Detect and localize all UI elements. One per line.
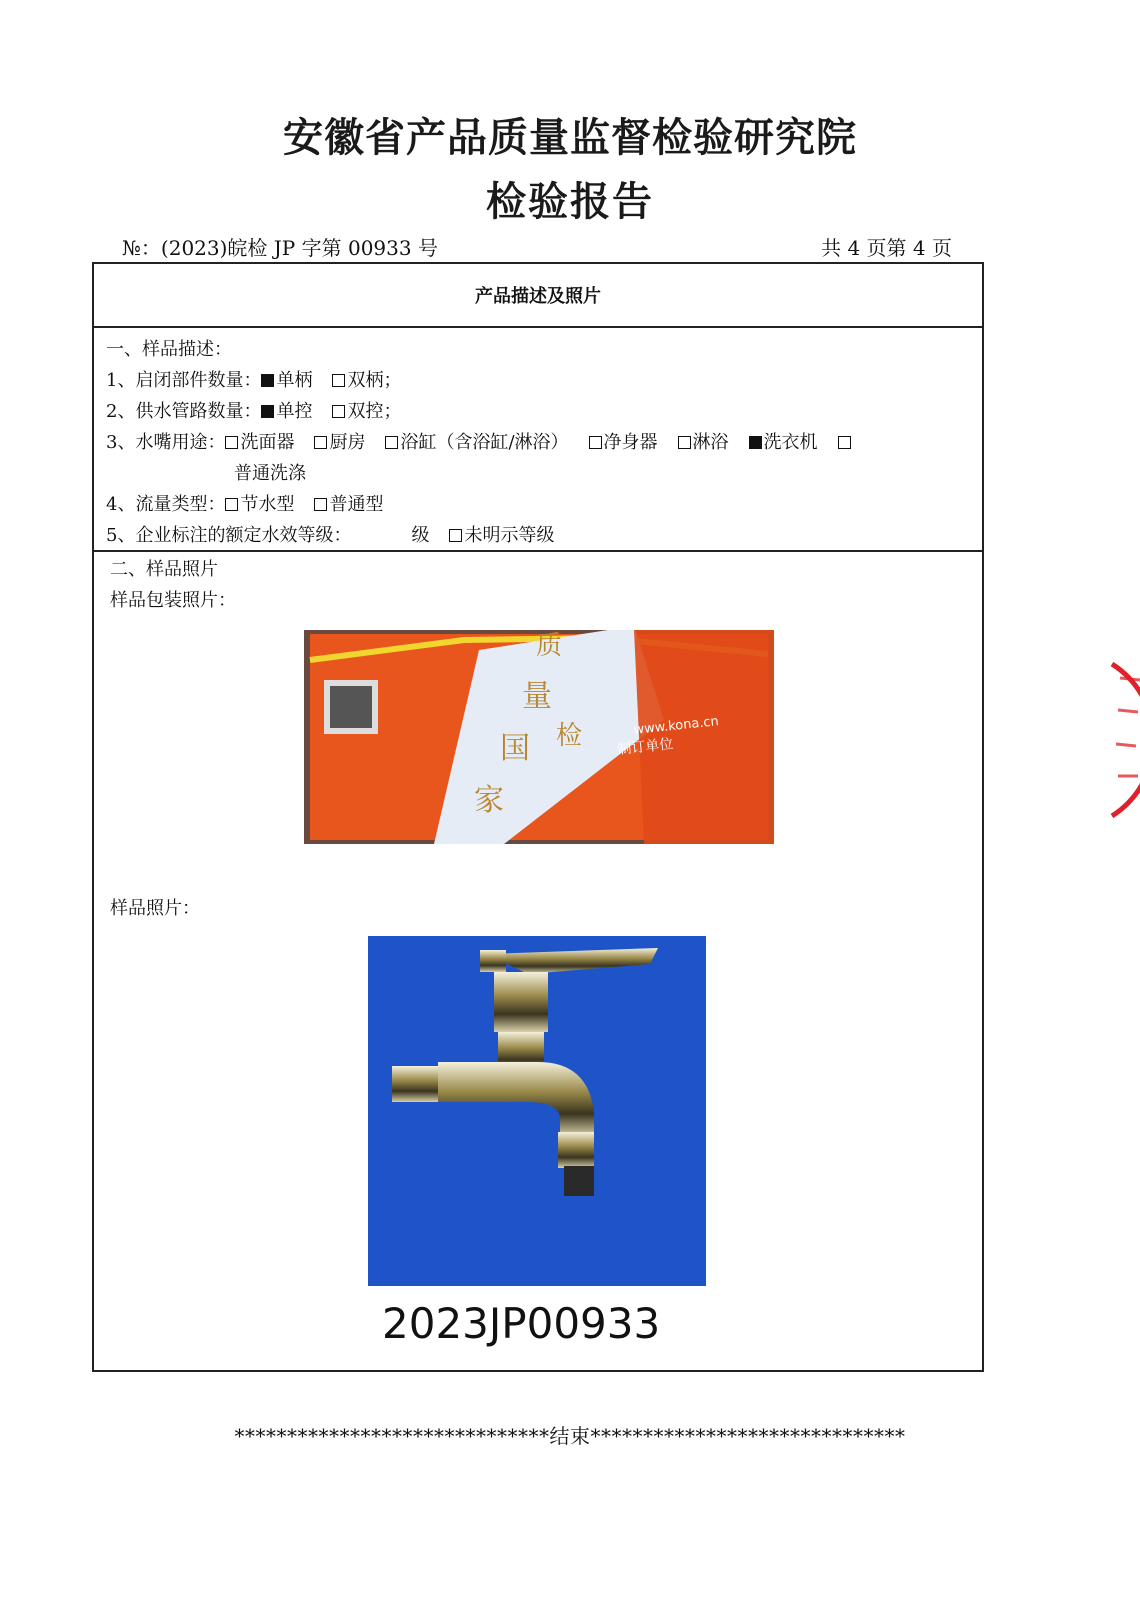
page-info: 共 4 页第 4 页	[821, 236, 952, 260]
sample-photo-label: 样品照片：	[110, 898, 200, 919]
checkbox-option[interactable]	[678, 432, 729, 453]
description-row-3-continuation: 普通洗涤	[234, 463, 306, 484]
option-text: 双柄；	[347, 370, 402, 391]
checkbox-option[interactable]	[225, 494, 294, 515]
row-label: 5、企业标注的额定水效等级：	[106, 525, 352, 546]
row-label: 3、水嘴用途：	[106, 432, 226, 453]
report-table	[92, 262, 984, 1372]
unchecked-box-icon[interactable]	[332, 405, 345, 418]
checked-box-icon[interactable]	[261, 405, 274, 418]
checkbox-option[interactable]	[589, 432, 658, 453]
description-row-1	[106, 365, 972, 396]
row-label: 2、供水管路数量：	[106, 401, 262, 422]
checkbox-option[interactable]	[314, 494, 383, 515]
unchecked-box-icon[interactable]	[838, 436, 851, 449]
package-website: www.kona.cn	[632, 714, 720, 738]
unchecked-box-icon[interactable]	[678, 436, 691, 449]
unchecked-box-icon[interactable]	[589, 436, 602, 449]
report-number: №：(2023)皖检 JP 字第 00933 号	[122, 236, 438, 260]
section-divider	[94, 550, 982, 552]
package-photo-label: 样品包装照片：	[110, 590, 236, 611]
description-row-2	[106, 396, 972, 427]
checkbox-option[interactable]	[332, 401, 401, 422]
description-row-5	[106, 520, 972, 551]
unchecked-box-icon[interactable]	[332, 374, 345, 387]
sample-id-label: 2023JP00933	[382, 1299, 661, 1348]
option-text: 单柄	[276, 370, 313, 391]
option-text: 净身器	[603, 432, 658, 453]
package-unit: 制订单位	[616, 736, 675, 758]
description-heading: 一、样品描述：	[106, 339, 232, 360]
package-char-3: 家	[474, 783, 504, 818]
checkbox-option[interactable]	[261, 370, 312, 391]
option-text: 洗面器	[240, 432, 295, 453]
unchecked-box-icon[interactable]	[225, 436, 238, 449]
checkbox-option[interactable]	[314, 432, 365, 453]
section-title: 产品描述及照片	[94, 264, 982, 328]
option-text: 淋浴	[692, 432, 729, 453]
option-text: 普通型	[329, 494, 384, 515]
checkbox-option[interactable]	[261, 401, 312, 422]
unchecked-box-icon[interactable]	[314, 436, 327, 449]
description-row-4	[106, 489, 972, 520]
package-char-4: 检	[556, 721, 583, 751]
checked-box-icon[interactable]	[749, 436, 762, 449]
checkbox-option[interactable]	[332, 370, 401, 391]
package-photo	[304, 630, 774, 844]
checkbox-option[interactable]	[749, 432, 818, 453]
option-text: 厨房	[329, 432, 366, 453]
option-text: 浴缸（含浴缸/淋浴）	[400, 432, 569, 453]
checkbox-option[interactable]	[449, 525, 554, 546]
package-char-0: 质	[536, 631, 563, 661]
end-of-report: ******************************结束******************************	[234, 1424, 906, 1448]
checkbox-option[interactable]	[225, 432, 294, 453]
checked-box-icon[interactable]	[261, 374, 274, 387]
sample-description	[106, 334, 972, 551]
package-char-1: 量	[522, 679, 552, 714]
option-text: 节水型	[240, 494, 295, 515]
unchecked-box-icon[interactable]	[449, 529, 462, 542]
checkbox-option[interactable]	[385, 432, 568, 453]
report-title: 检验报告	[486, 179, 654, 225]
option-text: 未明示等级	[464, 525, 555, 546]
unchecked-box-icon[interactable]	[314, 498, 327, 511]
official-seal	[1090, 650, 1140, 830]
option-text: 双控；	[347, 401, 402, 422]
photos-heading: 二、样品照片	[110, 559, 218, 580]
description-row-3	[106, 427, 972, 458]
sample-photo	[368, 936, 706, 1358]
grade-suffix: 级	[411, 525, 430, 546]
institute-title: 安徽省产品质量监督检验研究院	[283, 115, 857, 161]
checkbox-option[interactable]	[838, 432, 853, 453]
row-label: 1、启闭部件数量：	[106, 370, 262, 391]
option-text: 洗衣机	[763, 432, 818, 453]
unchecked-box-icon[interactable]	[385, 436, 398, 449]
package-char-2: 国	[500, 731, 530, 766]
unchecked-box-icon[interactable]	[225, 498, 238, 511]
option-text: 单控	[276, 401, 313, 422]
row-label: 4、流量类型：	[106, 494, 226, 515]
